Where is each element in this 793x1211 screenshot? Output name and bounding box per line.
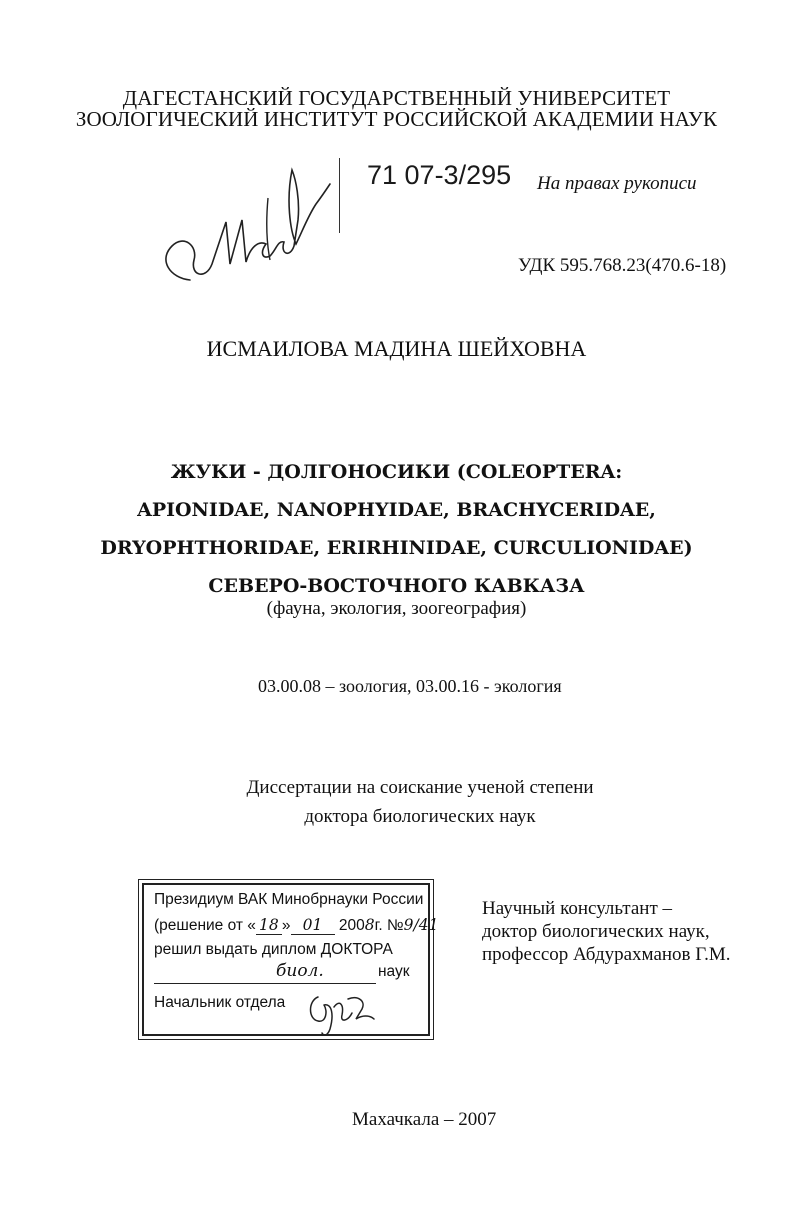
stamp-day: 18 (256, 916, 282, 935)
consultant-line: Научный консультант – (482, 898, 672, 919)
stamp-field-handwritten: биол. (276, 961, 324, 981)
dissertation-line: Диссертации на соискание ученой степени (246, 777, 594, 798)
thesis-title (0, 453, 793, 605)
manuscript-rights: На правах рукописи (537, 173, 697, 194)
vak-approval-stamp (142, 883, 439, 1036)
stamp-year-prefix: 200 (338, 917, 365, 934)
dissertation-statement (0, 773, 793, 831)
thesis-subtitle: (фауна, экология, зоогеография) (266, 598, 527, 619)
stamp-line-decision: (решение от « 18 » 01 2008г. №9/41 (154, 916, 439, 934)
title-line: СЕВЕРО-ВОСТОЧНОГО КАВКАЗА (208, 575, 585, 597)
stamp-field-rule (154, 983, 376, 984)
author-name: ИСМАИЛОВА МАДИНА ШЕЙХОВНА (206, 336, 587, 361)
dissertation-line: доктора биологических наук (304, 806, 536, 827)
consultant-line: доктор биологических наук, (482, 921, 710, 942)
stamp-decision-prefix: (решение от « (154, 917, 256, 934)
title-line: APIONIDAE, NANOPHYIDAE, BRACHYCERIDAE, (137, 499, 656, 521)
stamp-year-digit: 8 (364, 916, 375, 934)
udk-code: УДК 595.768.23(470.6-18) (518, 255, 727, 276)
stamp-line-diploma: решил выдать диплом ДОКТОРА (154, 941, 393, 958)
title-line: DRYOPHTHORIDAE, ERIRHINIDAE, CURCULIONIDAE) (100, 537, 693, 559)
university-name: ДАГЕСТАНСКИЙ ГОСУДАРСТВЕННЫЙ УНИВЕРСИТЕТ (122, 86, 671, 110)
author-signature (150, 160, 340, 310)
stamp-line-head: Начальник отдела (154, 994, 286, 1011)
city-year: Махачкала – 2007 (352, 1109, 497, 1130)
margin-line (339, 158, 340, 233)
stamp-number: 9/41 (403, 916, 439, 934)
stamp-month: 01 (291, 916, 335, 935)
stamp-line-presidium: Президиум ВАК Минобрнауки России (154, 891, 424, 908)
institute-name: ЗООЛОГИЧЕСКИЙ ИНСТИТУТ РОССИЙСКОЙ АКАДЕМИИ НАУК (75, 107, 718, 131)
scientific-consultant (482, 897, 731, 966)
stamp-signature (300, 985, 380, 1040)
title-line: ЖУКИ - ДОЛГОНОСИКИ (COLEOPTERA: (170, 461, 623, 483)
stamp-field-suffix: наук (378, 963, 410, 980)
specialty-codes: 03.00.08 – зоология, 03.00.16 - экология (258, 676, 562, 696)
catalog-number: 71 07-3/295 (367, 160, 512, 190)
stamp-year-suffix: г. № (374, 917, 404, 934)
consultant-line: профессор Абдурахманов Г.М. (482, 944, 731, 965)
